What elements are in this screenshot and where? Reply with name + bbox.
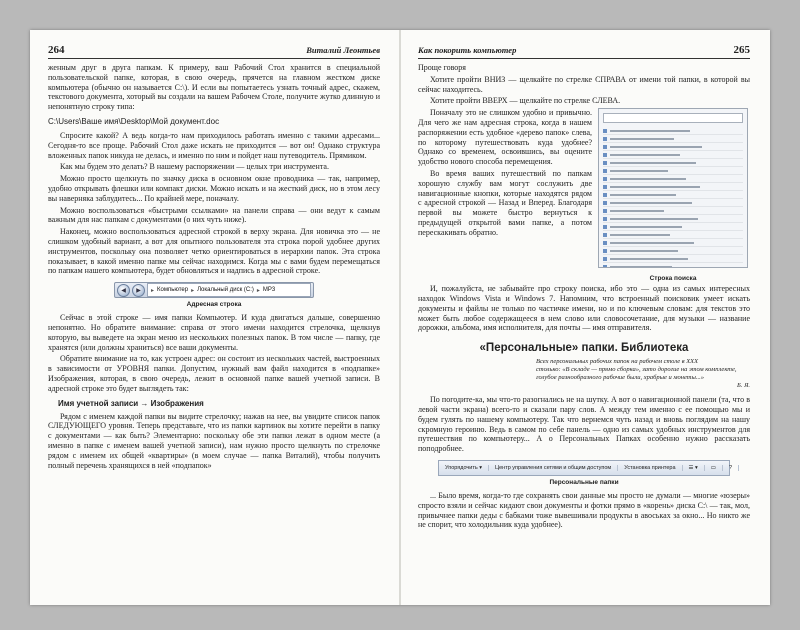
list-line xyxy=(610,258,688,260)
folder-icon xyxy=(603,209,607,213)
list-line xyxy=(610,178,686,180)
paragraph: Поначалу это не слишком удобно и привычно. Для чего же нам адресная строка, когда в нашем распоряжении есть удобное «дерево папок» слева, по которому путешествовать куда удобнее? Однако со временем, освоившись, вы оцените удобство нового способа перемещения. xyxy=(418,108,592,167)
list-line xyxy=(610,138,674,140)
paragraph: По погодите-ка, мы что-то разогнались не на шутку. А вот о навигационной панели (та, что в левой части экрана) всего-то и сказали пару слов. А между тем именно с ее помощью мы и будем гулять по нашему компьютеру. Так что вернемся чуть назад и вновь поглядим на нашу скромную героиню. Ведь в самом по себе панель — одно из самых удобных инструментов для путешествия по компьютеру... А о Персональных Папках особенно нужно рассказать поподробнее. xyxy=(418,395,750,454)
list-item xyxy=(603,175,743,183)
running-title: Виталий Леонтьев xyxy=(306,45,380,55)
folder-icon xyxy=(603,265,607,269)
full-width-text xyxy=(418,284,750,335)
folder-icon xyxy=(603,201,607,205)
list-line xyxy=(610,226,682,228)
paragraph: Спросите какой? А ведь когда-то нам приходилось работать именно с такими адресами... Сегодня-то все проще. Рабочий Стол даже искать не приходится — вот он! Однако структура вложенных папок никуда не делась, и именно по ним и пойдет наш путеводитель. Прямиком. xyxy=(48,130,380,160)
folder-icon xyxy=(603,249,607,253)
list-line xyxy=(610,194,676,196)
paragraph: ... Было время, когда-то где сохранять свои данные мы просто не думали — многие «юзеры» спросто взяли и сейчас кидают свои документы и фотки прямо в «корень» диска C:\ — так, мол, привычнее папки деды с бабками тоже вывешивали продукты в авоськах за окно... Но никто же не спорит, что холодильник куда удобнее). xyxy=(418,490,750,530)
folder-icon xyxy=(603,233,607,237)
view-menu-icon: ☰ ▾ xyxy=(683,465,705,471)
left-page-header xyxy=(48,44,380,59)
figure-caption: Строка поиска xyxy=(649,275,697,283)
list-line xyxy=(610,186,700,188)
paragraph: И, пожалуйста, не забывайте про строку поиска, ибо это — одна из самых интересных находок Windows Vista и Windows 7. Напомним, что встроенный поисковик умеет искать документы и файлы не только по частичке имени, но и по ключевым словам: для текстов это может быть любое содержащееся в нем слово или словосочетание, для музыки — название дорожки, альбома, имя исполнителя, для почты — имя отправителя. xyxy=(418,284,750,333)
list-item xyxy=(603,159,743,167)
wrapped-text xyxy=(418,108,592,239)
forward-arrow-icon: ▶ xyxy=(132,284,145,297)
epigraph-line: Всех персональных рабочих папок на рабочем столе в XXX xyxy=(536,358,699,366)
list-line xyxy=(610,146,702,148)
chevron-right-icon: ▸ xyxy=(256,287,260,294)
folder-icon xyxy=(603,193,607,197)
paragraph: Хотите пройти ВВЕРХ — щелкайте по стрелке СЛЕВА. xyxy=(430,96,621,106)
right-page xyxy=(418,44,750,592)
paragraph: Рядом с именем каждой папки вы видите стрелочку; нажав на нее, вы увидите список папок СЛЕДУЮЩЕГО уровня. Теперь представьте, что из папки картинок вы хотите перейти в папку с документами — как быть? Элементарно: поскольку обе эти папки лежат в одном месте (а именно в папке с именем вашей учетной записи), нам нужно просто щелкнуть по стрелочке рядом с именем их общей «квартиры» (в моем случае — папка Виталий), чтобы получить полный перечень хранящихся в ней «подпапок» xyxy=(48,411,380,470)
paragraph: Можно воспользоваться «быстрыми ссылками» на панели справа — они ведут к самым важным для нас папкам с документами (о них чуть ниже). xyxy=(48,205,380,225)
preview-pane-icon: ▭ xyxy=(705,465,723,471)
folder-icon xyxy=(603,225,607,229)
search-figure-area xyxy=(418,108,750,334)
list-item xyxy=(603,255,743,263)
list-item xyxy=(603,127,743,135)
page-number: 264 xyxy=(48,44,65,56)
folder-icon xyxy=(603,129,607,133)
paragraph: Обратите внимание на то, как устроен адрес: он состоит из нескольких частей, выстроенных в зависимости от УРОВНЯ папки. Допустим, нужный вам файл находится в «подпапке» Изображения, которая, в свою очередь, лежит в основной папке вашей учетной записи. В адресной строке это будет выглядеть так: xyxy=(48,354,380,393)
paragraph: Наконец, можно воспользоваться адресной строкой в верху экрана. Для новичка это — не слишком удобный вариант, а вот для опытного пользователя эта строка порой удобнее других инструментов, поскольку она позволяет четко ориентироваться в иерархии папок. Эта строка показывает, в какой именно папке мы сейчас находимся. Когда мы с вами будем перемещаться по папкам нашего компьютера, будет обновляться и надпись в адресной строке. xyxy=(48,227,380,276)
page-number: 265 xyxy=(733,44,750,56)
list-line xyxy=(610,266,672,268)
help-icon: ? xyxy=(723,465,739,471)
list-item xyxy=(603,135,743,143)
figure-caption: Персональные папки xyxy=(549,478,619,486)
section-heading: «Персональные» папки. Библиотека xyxy=(479,342,689,355)
folder-icon xyxy=(603,177,607,181)
running-title: Как покорить компьютер xyxy=(418,45,517,55)
list-line xyxy=(610,162,696,164)
list-line xyxy=(610,202,692,204)
folder-icon xyxy=(603,241,607,245)
left-page xyxy=(48,44,380,592)
list-item xyxy=(603,199,743,207)
list-line xyxy=(610,154,680,156)
toolbar-item: Установка принтера xyxy=(618,465,682,471)
paragraph: женным друг в друга папкам. К примеру, ваш Рабочий Стол хранится в специальной пользовательской папке, которая, в свою очередь, прячется на главном жестком диске компьютера (обычно он называется C:\). И если вы попытаетесь узнать точный адрес, скажем, текстового документа, хоторый вы создали на вашем Рабочем Столе, получите жутко длинную и непонятную строку типа: xyxy=(48,63,380,112)
explorer-toolbar-figure xyxy=(438,460,733,476)
epigraph-author: Б. Я. xyxy=(737,382,750,390)
list-item xyxy=(603,167,743,175)
folder-icon xyxy=(603,145,607,149)
list-item xyxy=(603,223,743,231)
folder-icon xyxy=(603,185,607,189)
chevron-right-icon: ▸ xyxy=(191,287,195,294)
path-subheading: Имя учетной записи → Изображения xyxy=(58,398,204,408)
folder-icon xyxy=(603,169,607,173)
folder-icon xyxy=(603,137,607,141)
list-line xyxy=(610,170,668,172)
list-item xyxy=(603,151,743,159)
toolbar-item: Центр управления сетями и общим доступом xyxy=(489,465,618,471)
list-item xyxy=(603,191,743,199)
address-bar-figure xyxy=(114,282,314,298)
list-line xyxy=(610,210,664,212)
paragraph: Проще говоря xyxy=(418,63,466,72)
list-item xyxy=(603,247,743,255)
list-item xyxy=(603,239,743,247)
list-item xyxy=(603,231,743,239)
list-item xyxy=(603,143,743,151)
address-segment: MP3 xyxy=(262,287,276,294)
back-arrow-icon: ◀ xyxy=(117,284,130,297)
list-line xyxy=(610,250,678,252)
book-gutter xyxy=(399,30,401,605)
folder-icon xyxy=(603,153,607,157)
folder-icon xyxy=(603,257,607,261)
right-page-header xyxy=(418,44,750,59)
list-item xyxy=(603,207,743,215)
epigraph xyxy=(536,358,750,390)
epigraph-line: столько: «В складе — прямо сборка», зато дорогие на этом комплекте, голубое разнообразного рабочие были, храбрые и монеты...» xyxy=(536,366,737,382)
list-line xyxy=(610,130,690,132)
address-segment: Компьютер xyxy=(157,287,189,294)
folder-icon xyxy=(603,161,607,165)
list-line xyxy=(610,218,698,220)
address-segments xyxy=(147,283,311,297)
chevron-right-icon: ▸ xyxy=(151,287,155,294)
book-spread xyxy=(30,30,770,605)
toolbar-item: Упорядочить ▾ xyxy=(439,465,489,471)
search-box xyxy=(603,113,743,123)
paragraph: Во время ваших путешествий по папкам хорошую службу вам могут сослужить две навигационные кнопки, которые находятся рядом с адресной строкой — Назад и Вперед. Благодаря первой вы можете быстро вернуться к предыдущей открытой вами папке, а потом перескакивать обратно. xyxy=(418,168,592,237)
list-item xyxy=(603,215,743,223)
list-line xyxy=(610,234,670,236)
list-item xyxy=(603,183,743,191)
paragraph: Сейчас в этой строке — имя папки Компьютер. И куда двигаться дальше, совершенно непонятно. Но обратите внимание: справа от этого имени находится стрелочка, щелкнув которую, вы выведете на экран меню из нескольких полезных папок. В том числе — папку, где хранятся (или должны храниться) все ваши документы. xyxy=(48,313,380,352)
folder-icon xyxy=(603,217,607,221)
list-item xyxy=(603,263,743,268)
paragraph: Хотите пройти ВНИЗ — щелкайте по стрелке СПРАВА от имени той папки, в которой вы сейчас находитесь. xyxy=(418,74,750,94)
paragraph: Как мы будем это делать? В нашему распоряжении — целых три инструмента. xyxy=(60,162,329,172)
paragraph: Можно просто щелкнуть по значку диска в основном окне проводника — так, например, удобно открывать флешки или компакт диски. Можно искать и на жесткий диск, но в этом лесу вы наверняка заблудитесь... По крайней мере, поначалу. xyxy=(48,174,380,203)
address-segment: Локальный диск (C:) xyxy=(197,287,254,294)
figure-caption: Адресная строка xyxy=(186,301,242,309)
list-line xyxy=(610,242,694,244)
search-screenshot xyxy=(598,108,748,268)
path-example: C:\Users\Ваше имя\Desktop\Мой документ.doc xyxy=(48,116,220,126)
